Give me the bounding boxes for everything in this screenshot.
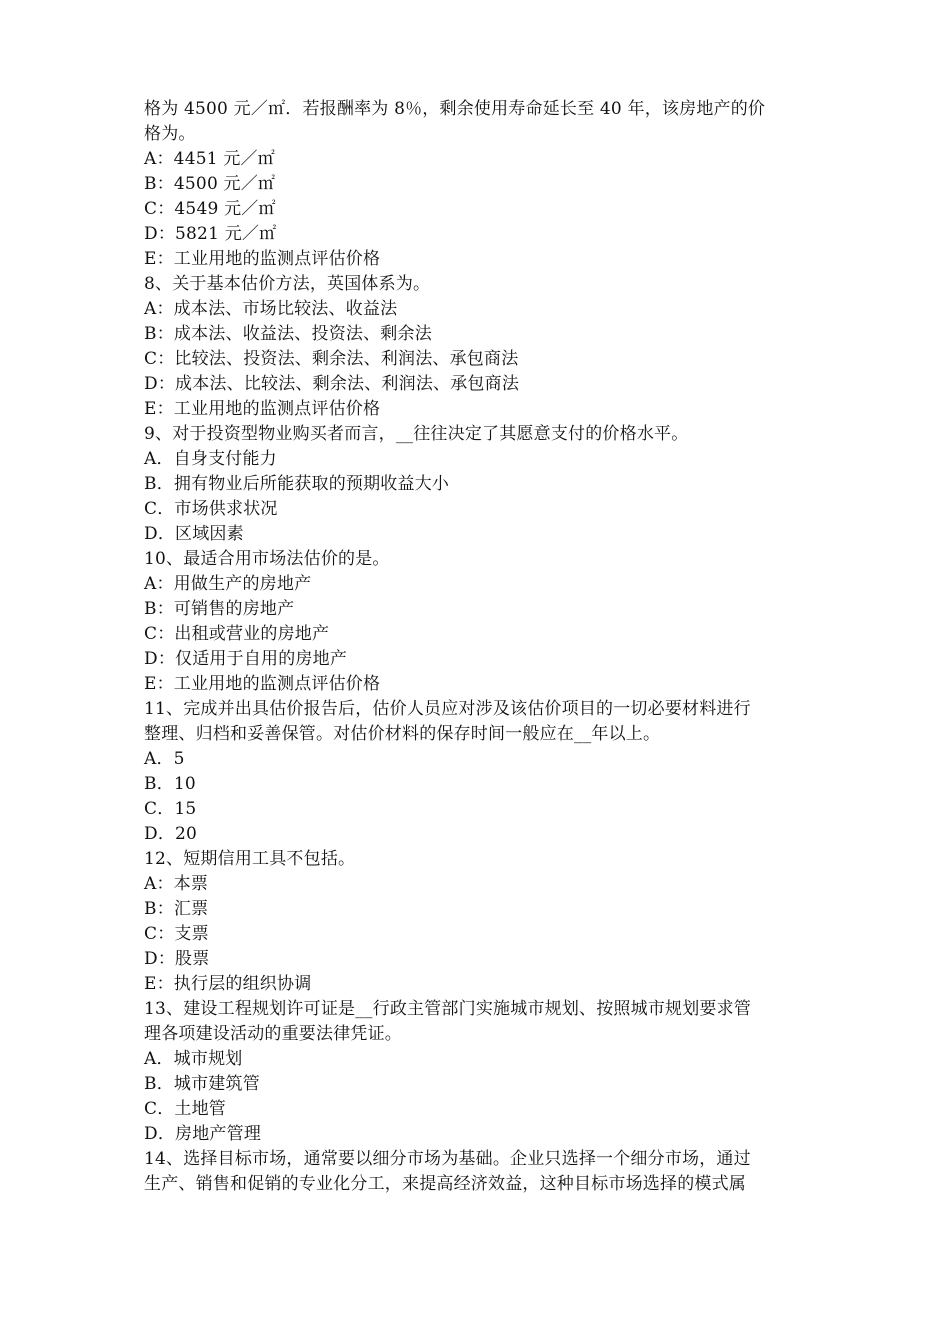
option-line: A．5	[144, 749, 185, 769]
option-line: D．20	[144, 824, 198, 844]
option-line: D：5821 元／㎡	[144, 224, 277, 244]
option-line: E：执行层的组织协调	[144, 974, 312, 994]
option-line: C．15	[144, 799, 197, 819]
question-line: 8、关于基本估价方法，英国体系为。	[144, 274, 431, 294]
option-line: C：支票	[144, 924, 209, 944]
option-line: A．自身支付能力	[144, 449, 277, 469]
option-line: A．城市规划	[144, 1049, 243, 1069]
question-line: 13、建设工程规划许可证是__行政主管部门实施城市规划、按照城市规划要求管	[144, 999, 752, 1019]
question-line: 14、选择目标市场，通常要以细分市场为基础。企业只选择一个细分市场，通过	[144, 1149, 751, 1169]
option-line: B：汇票	[144, 899, 209, 919]
question-line: 生产、销售和促销的专业化分工，来提高经济效益，这种目标市场选择的模式属	[144, 1174, 746, 1194]
option-line: E：工业用地的监测点评估价格	[144, 249, 381, 269]
question-line: 10、最适合用市场法估价的是。	[144, 549, 390, 569]
text-line: 格为。	[144, 124, 196, 144]
option-line: B：可销售的房地产	[144, 599, 295, 619]
option-line: C：比较法、投资法、剩余法、利润法、承包商法	[144, 349, 519, 369]
option-line: C：4549 元／㎡	[144, 199, 276, 219]
option-line: D：仅适用于自用的房地产	[144, 649, 348, 669]
option-line: E：工业用地的监测点评估价格	[144, 674, 381, 694]
question-line: 11、完成并出具估价报告后，估价人员应对涉及该估价项目的一切必要材料进行	[144, 699, 751, 719]
option-line: D：成本法、比较法、剩余法、利润法、承包商法	[144, 374, 520, 394]
option-line: A：4451 元／㎡	[144, 149, 275, 169]
document-body	[144, 97, 824, 1197]
option-line: E：工业用地的监测点评估价格	[144, 399, 381, 419]
option-line: A：用做生产的房地产	[144, 574, 312, 594]
option-line: C：出租或营业的房地产	[144, 624, 330, 644]
option-line: C．土地管	[144, 1099, 227, 1119]
question-line: 12、短期信用工具不包括。	[144, 849, 356, 869]
option-line: D：股票	[144, 949, 210, 969]
option-line: A：本票	[144, 874, 209, 894]
question-line: 理各项建设活动的重要法律凭证。	[144, 1024, 402, 1044]
question-line: 9、对于投资型物业购买者而言，__往往决定了其愿意支付的价格水平。	[144, 424, 689, 444]
option-line: D．区域因素	[144, 524, 244, 544]
option-line: A：成本法、市场比较法、收益法	[144, 299, 398, 319]
option-line: B．拥有物业后所能获取的预期收益大小	[144, 474, 450, 494]
option-line: B．10	[144, 774, 196, 794]
question-line: 整理、归档和妥善保管。对估价材料的保存时间一般应在__年以上。	[144, 724, 661, 744]
text-line: 格为 4500 元／㎡．若报酬率为 8％，剩余使用寿命延长至 40 年，该房地产的价	[144, 99, 766, 119]
option-line: D．房地产管理	[144, 1124, 262, 1144]
option-line: B：成本法、收益法、投资法、剩余法	[144, 324, 432, 344]
option-line: C．市场供求状况	[144, 499, 278, 519]
option-line: B．城市建筑管	[144, 1074, 260, 1094]
option-line: B：4500 元／㎡	[144, 174, 276, 194]
